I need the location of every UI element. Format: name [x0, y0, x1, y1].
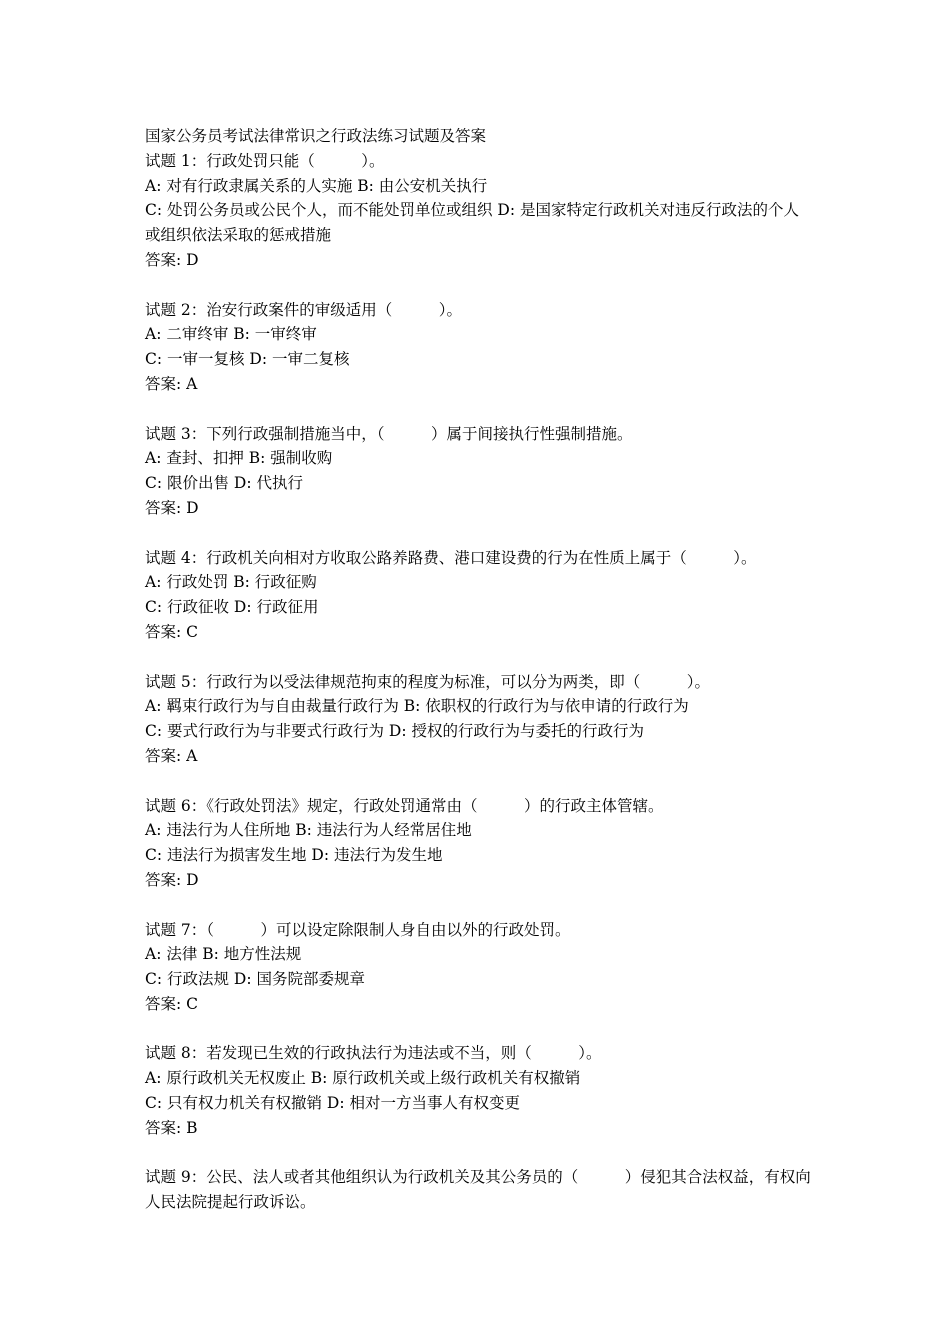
question-options-ab: A: 原行政机关无权废止 B: 原行政机关或上级行政机关有权撤销	[145, 1069, 581, 1088]
question-stem: 试题 6：《行政处罚法》规定，行政处罚通常由（ ）的行政主体管辖。	[145, 796, 664, 815]
question-stem: 试题 4：行政机关向相对方收取公路养路费、港口建设费的行为在性质上属于（ ）。	[145, 548, 757, 567]
question-options-cd: C: 处罚公务员或公民个人，而不能处罚单位或组织 D: 是国家特定行政机关对违反行政法的个人或组织依法采取的惩戒措施	[145, 201, 800, 245]
question-answer: 答案: A	[145, 746, 198, 765]
question-5	[145, 670, 813, 769]
question-options-cd: C: 一审一复核 D: 一审二复核	[145, 350, 350, 369]
document-page	[145, 124, 813, 1215]
question-options-ab: A: 行政处罚 B: 行政征购	[145, 573, 317, 592]
question-options-cd: C: 只有权力机关有权撤销 D: 相对一方当事人有权变更	[145, 1094, 521, 1113]
question-answer: 答案: D	[145, 870, 199, 889]
question-7	[145, 918, 813, 1017]
question-stem: 试题 9：公民、法人或者其他组织认为行政机关及其公务员的（ ）侵犯其合法权益，有权向人民法院提起行政诉讼。	[145, 1168, 811, 1212]
question-9	[145, 1165, 813, 1215]
question-2	[145, 298, 813, 397]
question-8	[145, 1041, 813, 1140]
question-options-cd: C: 行政征收 D: 行政征用	[145, 598, 319, 617]
question-answer: 答案: D	[145, 498, 199, 517]
question-stem: 试题 2：治安行政案件的审级适用（ ）。	[145, 300, 463, 319]
question-4	[145, 546, 813, 645]
question-stem: 试题 7：（ ）可以设定除限制人身自由以外的行政处罚。	[145, 920, 571, 939]
question-6	[145, 794, 813, 893]
question-answer: 答案: C	[145, 994, 199, 1013]
question-answer: 答案: C	[145, 622, 199, 641]
document-title: 国家公务员考试法律常识之行政法练习试题及答案	[145, 127, 487, 145]
question-options-cd: C: 限价出售 D: 代执行	[145, 474, 304, 493]
question-options-ab: A: 违法行为人住所地 B: 违法行为人经常居住地	[145, 821, 472, 840]
question-stem: 试题 8：若发现已生效的行政执法行为违法或不当，则（ ）。	[145, 1044, 602, 1063]
question-3	[145, 422, 813, 521]
question-options-ab: A: 羁束行政行为与自由裁量行政行为 B: 依职权的行政行为与依申请的行政行为	[145, 697, 689, 716]
question-answer: 答案: A	[145, 374, 198, 393]
question-answer: 答案: B	[145, 1118, 198, 1137]
question-options-cd: C: 行政法规 D: 国务院部委规章	[145, 970, 366, 989]
question-options-ab: A: 查封、扣押 B: 强制收购	[145, 449, 333, 468]
question-stem: 试题 1：行政处罚只能（ ）。	[145, 151, 385, 170]
question-answer: 答案: D	[145, 250, 199, 269]
question-stem: 试题 5：行政行为以受法律规范拘束的程度为标准，可以分为两类，即（ ）。	[145, 672, 711, 691]
question-stem: 试题 3：下列行政强制措施当中，（ ）属于间接执行性强制措施。	[145, 424, 633, 443]
question-1	[145, 149, 813, 273]
question-options-cd: C: 违法行为损害发生地 D: 违法行为发生地	[145, 846, 443, 865]
question-options-ab: A: 二审终审 B: 一审终审	[145, 325, 317, 344]
question-options-ab: A: 对有行政隶属关系的人实施 B: 由公安机关执行	[145, 176, 488, 195]
question-options-cd: C: 要式行政行为与非要式行政行为 D: 授权的行政行为与委托的行政行为	[145, 722, 645, 741]
question-options-ab: A: 法律 B: 地方性法规	[145, 945, 302, 964]
